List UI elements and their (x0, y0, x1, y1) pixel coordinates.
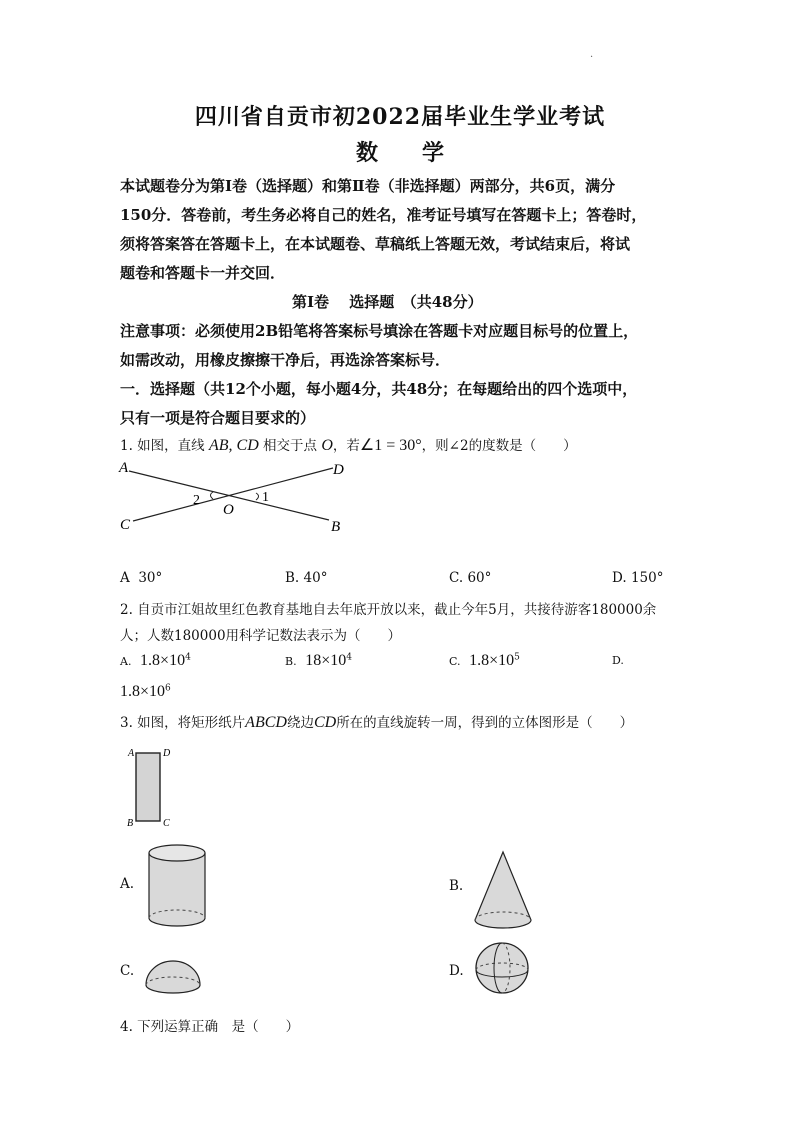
q1-option-c[interactable] (449, 570, 491, 586)
q1-condition: ∠1 = 30° (359, 437, 422, 454)
option-exponent: 4 (185, 652, 191, 663)
corner-mark: · (590, 52, 594, 63)
label-A: A (119, 460, 129, 476)
q3-edge: CD (313, 714, 337, 731)
option-base: 18×10 (305, 652, 347, 669)
q3-prefix: 3. 如图，将矩形纸片 (120, 715, 246, 731)
angle-2-arc (211, 492, 214, 499)
q3-option-b[interactable]: B. (449, 878, 464, 894)
question-1 (120, 434, 577, 455)
q3-suffix: 所在的直线旋转一周，得到的立体图形是（ ） (336, 715, 634, 731)
option-exponent: 5 (514, 652, 520, 663)
question-4: 4. 下列运算正确 是（ ） (120, 1019, 300, 1035)
label-O: O (223, 502, 234, 518)
rectangle-figure (120, 744, 190, 830)
rect-label-B: B (127, 818, 134, 829)
subject-title (0, 136, 800, 167)
intersecting-lines-figure (115, 458, 355, 534)
q2-option-d-value[interactable] (120, 683, 171, 701)
intro-line-2: 150分．答卷前，考生务必将自己的姓名，准考证号填写在答题卡上；答卷时， (120, 206, 647, 224)
option-letter: D. (612, 654, 624, 667)
option-exponent: 6 (165, 683, 171, 694)
question-2-line-1: 2. 自贡市江姐故里红色教育基地自去年底开放以来，截止今年5月，共接待游客180000余 (120, 602, 657, 618)
q1-suffix: ，则∠2的度数是（ ） (421, 438, 577, 454)
question-3 (120, 711, 633, 732)
q1-option-d[interactable] (612, 570, 663, 586)
q1-option-b[interactable] (285, 570, 327, 586)
option-letter: C. (449, 570, 464, 586)
rect-label-D: D (163, 748, 171, 759)
q1-mid: 相交于点 (263, 438, 318, 454)
q3-option-a[interactable]: A. (120, 876, 135, 892)
subject-char-1: 数 (355, 140, 378, 166)
part-line-1: 一．选择题（共12个小题，每小题4分，共48分；在每题给出的四个选项中， (120, 380, 638, 398)
rect-label-C: C (163, 818, 170, 829)
q1-option-a[interactable] (120, 570, 162, 586)
angle-1-arc (256, 493, 259, 500)
label-D: D (333, 462, 344, 478)
cone-icon[interactable] (470, 848, 536, 932)
q1-prefix: 1. 如图，直线 (120, 438, 205, 454)
option-value: 30° (138, 570, 163, 586)
label-B: B (331, 519, 341, 534)
q3-option-c[interactable]: C. (120, 963, 135, 979)
q3-shape: ABCD (245, 714, 287, 731)
rectangle-abcd (136, 753, 160, 821)
intro-line-3: 须将答案答在答题卡上，在本试题卷、草稿纸上答题无效，考试结束后，将试 (120, 235, 631, 253)
label-angle-2: 2 (193, 493, 200, 508)
q2-option-c[interactable] (449, 652, 520, 670)
option-letter: C. (449, 655, 461, 668)
notice-line-1: 注意事项：必须使用2B铅笔将答案标号填涂在答题卡对应题目标号的位置上， (120, 322, 639, 340)
option-letter: B. (285, 570, 300, 586)
part-line-2: 只有一项是符合题目要求的） (120, 409, 316, 427)
option-exponent: 4 (346, 652, 352, 663)
q2-option-d-letter[interactable] (612, 652, 624, 668)
hemisphere-icon[interactable] (142, 955, 204, 999)
q2-option-b[interactable] (285, 652, 352, 670)
q1-lines: AB, CD (208, 437, 259, 454)
rect-label-A: A (128, 748, 135, 759)
notice-line-2: 如需改动，用橡皮擦擦干净后，再选涂答案标号． (120, 351, 451, 369)
q3-option-d[interactable]: D. (449, 963, 464, 979)
option-base: 1.8×10 (469, 652, 515, 669)
exam-title: 四川省自贡市初2022届毕业生学业考试 (194, 104, 606, 130)
section-heading: 第Ⅰ卷 选择题 （共48分） (292, 293, 483, 311)
q1-cond-pre: ，若 (332, 438, 360, 454)
q3-mid: 绕边 (286, 715, 314, 731)
cylinder-icon[interactable] (142, 838, 212, 930)
sphere-icon[interactable] (472, 940, 532, 996)
intro-line-4: 题卷和答题卡一并交回． (120, 264, 286, 282)
q2-option-a[interactable] (120, 652, 191, 670)
option-letter: B. (285, 655, 297, 668)
option-value: 40° (303, 570, 328, 586)
subject-char-2: 学 (422, 140, 445, 166)
option-base: 1.8×10 (140, 652, 186, 669)
option-value: 60° (467, 570, 492, 586)
question-2-line-2: 人；人数180000用科学记数法表示为（ ） (120, 628, 402, 644)
q1-point: O (321, 437, 333, 454)
label-C: C (120, 517, 131, 533)
label-angle-1: 1 (262, 490, 269, 505)
option-letter: A (120, 570, 130, 586)
option-letter: A. (120, 655, 132, 668)
option-letter: D. (612, 570, 627, 586)
intro-line-1: 本试题卷分为第Ⅰ卷（选择题）和第Ⅱ卷（非选择题）两部分，共6页，满分 (120, 177, 616, 195)
option-base: 1.8×10 (120, 683, 166, 700)
option-value: 150° (630, 570, 664, 586)
